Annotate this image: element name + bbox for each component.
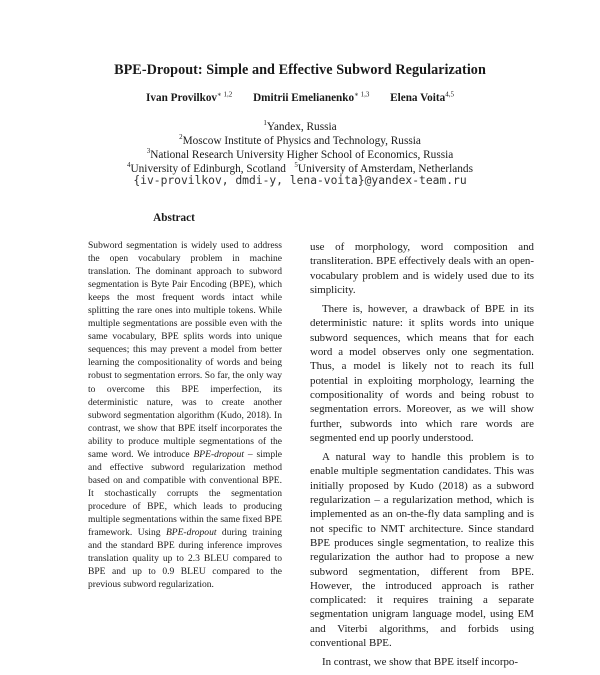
author: Elena Voita$^{4,5}$ — [390, 90, 454, 104]
affiliation: $^3$National Research University Higher School of Economics, Russia — [146, 147, 454, 161]
paragraph: use of morphology, word composition and transliteration. BPE effectively deals with an open-vocabulary problem and is widely used due to its simplicity. — [310, 241, 534, 296]
affiliation: $^2$Moscow Institute of Physics and Technology, Russia — [179, 133, 421, 147]
affiliation: $^4$University of Edinburgh, Scotland $^5$University of Amsterdam, Netherlands — [127, 161, 473, 175]
author-list — [0, 90, 600, 104]
author: Dmitrii Emelianenko$^{∗ 1,3}$ — [253, 90, 370, 104]
paragraph: There is, however, a drawback of BPE in its deterministic nature: it splits words into unique subword sequences, which means that for each word a model observes only one segmentation. Thus, a model is likely not to reach its full potential in exploiting morphology, learning the compositionality of words and being robust to segmentation errors. Moreover, as we will show further, subwords into which rare words are segmented end up poorly understood. — [310, 303, 534, 444]
contact-email: {iv-provilkov, dmdi-y, lena-voita}@yandex-team.ru — [133, 174, 467, 187]
paragraph: A natural way to handle this problem is to enable multiple segmentation candidates. This was initially proposed by Kudo (2018) as a subword regularization – a regularization method, which is implemented as an on-the-fly data sampling and is not specific to NMT architecture. Since standard BPE produces single segmentation, to realize this regularization the author had to propose a new subword segmentation, different from BPE. However, the introduced approach is rather complicated: it requires training a separate segmentation unigram language model, using EM and Viterbi algorithms, and forbids using conventional BPE. — [310, 451, 534, 650]
intro-column — [310, 240, 534, 675]
affiliation: $^1$Yandex, Russia — [263, 119, 337, 133]
paper-title: BPE-Dropout: Simple and Effective Subword Regularization — [114, 62, 486, 78]
author: Ivan Provilkov$^{∗ 1,2}$ — [146, 90, 233, 104]
abstract-text: Subword segmentation is widely used to address the open vocabulary problem in machine translation. The dominant approach to subword segmentation is Byte Pair Encoding (BPE), which keeps the most frequent words intact while splitting the rare ones into multiple tokens. While multiple segmentations are possible even with the same vocabulary, BPE splits words into unique sequences; this may prevent a model from better learning the compositionality of words and being robust to segmentation errors. So far, the only way to overcome this BPE imperfection, its deterministic nature, was to create another subword segmentation algorithm (Kudo, 2018). In contrast, we show that BPE itself incorporates the ability to produce multiple segmentations of the same word. We introduce BPE-dropout – simple and effective subword regularization method based on and compatible with conventional BPE. It stochastically corrupts the segmentation procedure of BPE, which leads to producing multiple segmentations within the same fixed BPE framework. Using BPE-dropout during training and the standard BPE during inference improves translation quality up to 2.3 BLEU compared to BPE and up to 0.9 BLEU compared to the previous subword regularization. — [88, 240, 282, 591]
abstract-heading: Abstract — [153, 212, 195, 224]
paragraph: In contrast, we show that BPE itself incorpo- — [322, 656, 518, 669]
